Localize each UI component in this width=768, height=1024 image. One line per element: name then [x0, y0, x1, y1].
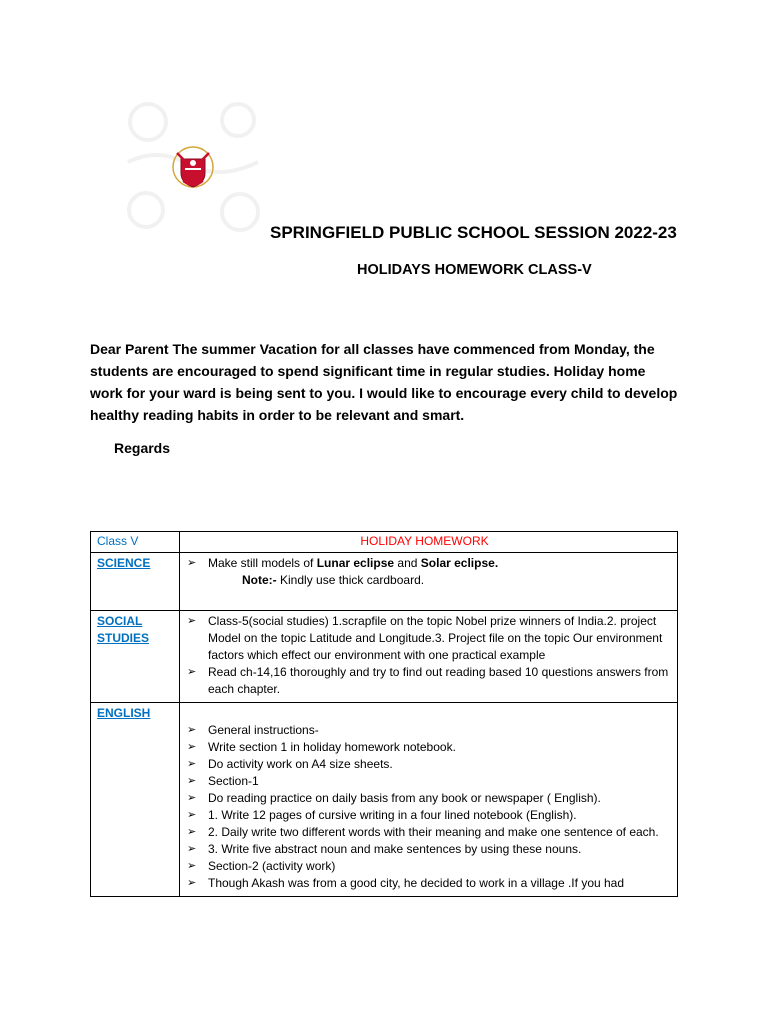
table-header-row: [91, 532, 678, 553]
list-item: ➢ Do activity work on A4 size sheets.: [187, 757, 393, 771]
list-item: ➢ 2. Daily write two different words with their meaning and make one sentence of each.: [187, 825, 659, 839]
arrow-bullet-icon: ➢: [187, 877, 197, 889]
list-item: ➢ Section-1: [187, 774, 259, 788]
subject-english: ENGLISH: [97, 706, 151, 720]
header-class: Class V: [91, 532, 180, 553]
arrow-bullet-icon: ➢: [187, 741, 197, 753]
list-item: ➢ Make still models of Lunar eclipse and Solar eclipse.: [187, 556, 499, 570]
page-subtitle: HOLIDAYS HOMEWORK CLASS-V: [357, 262, 592, 278]
list-item: ➢ Write section 1 in holiday homework notebook.: [187, 740, 456, 754]
list-item: ➢ 3. Write five abstract noun and make sentences by using these nouns.: [187, 842, 582, 856]
arrow-bullet-icon: ➢: [187, 826, 197, 838]
arrow-bullet-icon: ➢: [187, 666, 197, 678]
header-holiday-homework: HOLIDAY HOMEWORK: [180, 532, 678, 553]
subject-science: SCIENCE: [97, 556, 151, 570]
list-item: ➢ Though Akash was from a good city, he decided to work in a village .If you had: [187, 876, 625, 890]
intro-paragraph: Dear Parent The summer Vacation for all classes have commenced from Monday, the students are encouraged to spend significant time in regular studies. Holiday home work for your ward is being sent to you. I would like to encourage every child to develop healthy reading habits in order to be relevant and smart.: [90, 341, 678, 423]
arrow-bullet-icon: ➢: [187, 809, 197, 821]
list-item: ➢ General instructions-: [187, 723, 319, 737]
list-item: ➢ Read ch-14,16 thoroughly and try to find out reading based 10 questions answers from each chapter.: [187, 665, 669, 696]
subject-social: SOCIAL: [97, 614, 143, 628]
arrow-bullet-icon: ➢: [187, 758, 197, 770]
list-item: ➢ Section-2 (activity work): [187, 859, 336, 873]
list-item: ➢ Do reading practice on daily basis from any book or newspaper ( English).: [187, 791, 601, 805]
list-item: ➢ Class-5(social studies) 1.scrapfile on the topic Nobel prize winners of India.2. project Model on the topic Latitude and Longitude.3. Project file on the topic Our environment factors which effect our environment with one practical example: [187, 614, 663, 662]
page-title: SPRINGFIELD PUBLIC SCHOOL SESSION 2022-23: [270, 223, 677, 242]
school-logo-icon: [118, 92, 268, 242]
table-row-english: [91, 703, 678, 897]
arrow-bullet-icon: ➢: [187, 775, 197, 787]
arrow-bullet-icon: ➢: [187, 724, 197, 736]
arrow-bullet-icon: ➢: [187, 615, 197, 627]
table-row-social-studies: [91, 611, 678, 703]
arrow-bullet-icon: ➢: [187, 557, 197, 569]
regards-text: Regards: [114, 440, 171, 456]
table-row-science: [91, 553, 678, 611]
school-logo: [118, 92, 268, 242]
subject-studies: STUDIES: [97, 631, 150, 645]
arrow-bullet-icon: ➢: [187, 792, 197, 804]
science-note: Note:- Kindly use thick cardboard.: [242, 573, 425, 587]
homework-table: [90, 531, 678, 897]
list-item: ➢ 1. Write 12 pages of cursive writing in a four lined notebook (English).: [187, 808, 577, 822]
arrow-bullet-icon: ➢: [187, 860, 197, 872]
arrow-bullet-icon: ➢: [187, 843, 197, 855]
